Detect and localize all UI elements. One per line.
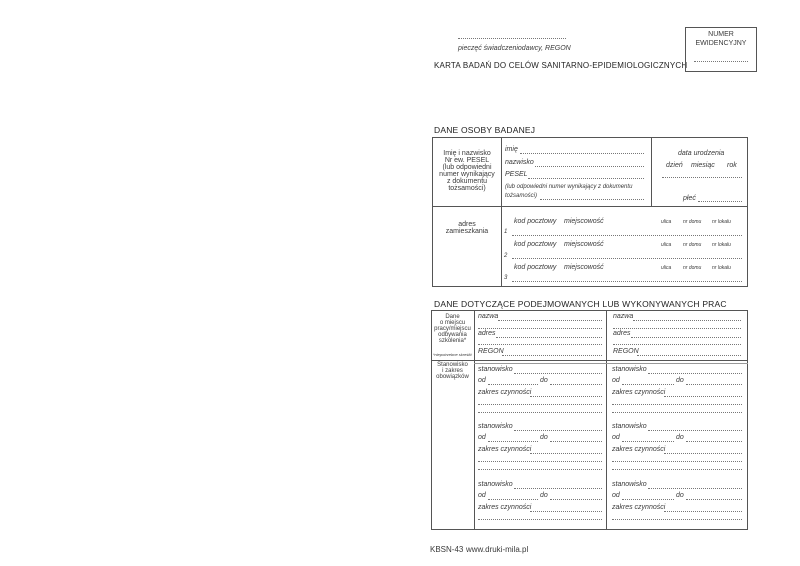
address-line-3[interactable] [512,281,742,282]
place-address-label: adres [613,330,631,337]
stamp-label: pieczęć świadczeniodawcy, REGON [458,45,571,52]
address-line-2[interactable] [512,258,742,259]
position-block: stanowisko od do zakres czynności [612,481,744,531]
place-address-label: adres [478,330,496,337]
position-block: stanowisko od do zakres czynności [478,423,604,473]
last-name-label: nazwisko [505,159,534,166]
address-row-number: 2 [504,253,508,259]
place-address-field[interactable] [496,337,602,338]
regon-label: REGON [613,348,639,355]
registration-number-box [685,27,757,72]
address-label: adres zamieszkania [445,221,489,235]
house-number-label: nr domu [683,242,702,248]
position-label: Stanowisko i zakres obowiązków [436,362,469,380]
address-row-number: 1 [504,229,508,235]
regon-field[interactable] [637,355,741,356]
place-address-field[interactable] [631,337,741,338]
footnote: *niepotrzebne skreślić [433,352,473,357]
postal-code-label: kod pocztowy [514,218,557,225]
year-label: rok [727,162,737,169]
address-row-number: 3 [504,275,508,281]
number-box-line1: NUMER [708,31,734,38]
birth-date-field[interactable] [662,177,742,178]
sex-field[interactable] [698,201,742,202]
street-label: ulica [661,219,672,225]
flat-number-label: nr lokalu [712,242,731,248]
flat-number-label: nr lokalu [712,219,731,225]
id-document-field[interactable] [540,199,644,200]
postal-code-label: kod pocztowy [514,241,557,248]
day-label: dzień [666,162,683,169]
last-name-field[interactable] [535,166,644,167]
first-name-label: imię [505,146,518,153]
house-number-label: nr domu [683,265,702,271]
place-name-label: nazwa [478,313,499,320]
position-block: stanowisko od do zakres czynności [478,481,604,531]
number-box-line2: EWIDENCYJNY [695,40,747,47]
pesel-note: (lub odpowiedni numer wynikający z dokumentu [505,184,633,190]
city-label: miejscowość [564,218,604,225]
place-name-field-2[interactable] [613,328,741,329]
postal-code-label: kod pocztowy [514,264,557,271]
street-label: ulica [661,265,672,271]
place-address-field-2[interactable] [478,344,602,345]
first-name-field[interactable] [520,153,644,154]
pesel-label: PESEL [505,171,528,178]
month-label: miesiąc [691,162,715,169]
regon-field[interactable] [502,355,602,356]
birth-date-label: data urodzenia [678,150,725,157]
place-name-field[interactable] [633,320,741,321]
sex-label: płeć [683,195,696,202]
address-line-1[interactable] [512,235,742,236]
work-section-title: DANE DOTYCZĄCE PODEJMOWANYCH LUB WYKONYWANYCH PRAC [434,299,727,309]
city-label: miejscowość [564,264,604,271]
pesel-note-2: tożsamości) [505,193,538,199]
identity-label: Imię i nazwisko Nr ew. PESEL (lub odpowiedni numer wynikający z dokumentu tożsamości) [439,150,495,192]
street-label: ulica [661,242,672,248]
number-box-dotted-line[interactable] [694,61,748,62]
person-section-title: DANE OSOBY BADANEJ [434,125,536,135]
form-title: KARTA BADAŃ DO CELÓW SANITARNO-EPIDEMIOLOGICZNYCH [434,61,688,70]
house-number-label: nr domu [683,219,702,225]
workplace-label: Dane o miejscu pracy/miejscu odbywania szkolenia* [434,314,471,344]
position-block: stanowisko od do zakres czynności [612,366,744,416]
place-name-label: nazwa [613,313,634,320]
regon-label: REGON [478,348,504,355]
position-block: stanowisko od do zakres czynności [612,423,744,473]
position-block: stanowisko od do zakres czynności [478,366,604,416]
city-label: miejscowość [564,241,604,248]
place-address-field-2[interactable] [613,344,741,345]
stamp-dotted-line [458,38,566,39]
place-name-field[interactable] [498,320,602,321]
footer-code: KBSN-43 [430,545,464,554]
pesel-field[interactable] [528,178,644,179]
place-name-field-2[interactable] [478,328,602,329]
flat-number-label: nr lokalu [712,265,731,271]
footer-url: www.druki-mila.pl [466,545,529,554]
